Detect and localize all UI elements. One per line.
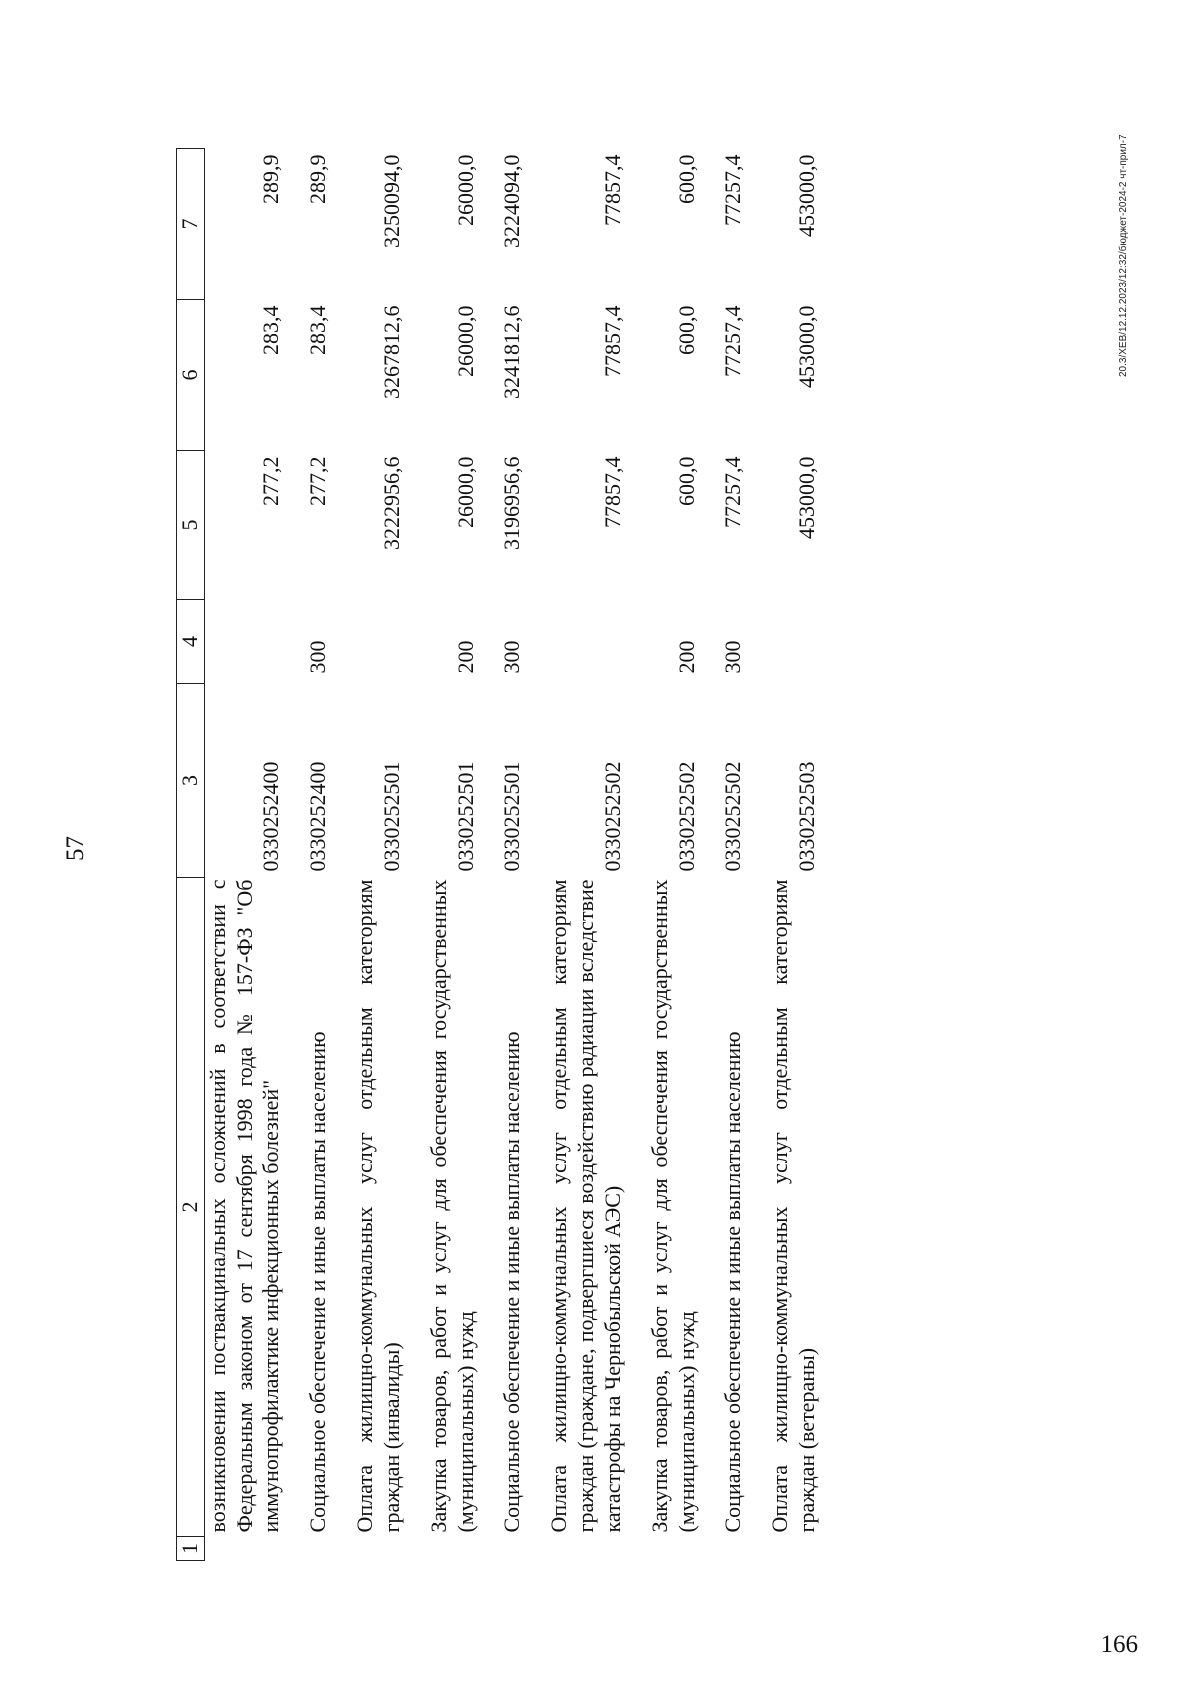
row-code: 0330252501 bbox=[452, 761, 478, 872]
cell-empty bbox=[546, 1537, 626, 1561]
cell-empty bbox=[426, 1537, 480, 1561]
cell-empty bbox=[647, 1537, 701, 1561]
table-row bbox=[647, 149, 701, 1561]
row-value-5: 77857,4 bbox=[599, 456, 625, 528]
budget-table bbox=[176, 148, 821, 1561]
header-col-1: 1 bbox=[177, 1537, 205, 1561]
row-code: 0330252502 bbox=[673, 761, 699, 872]
row-description: Оплата жилищно-коммунальных услуг отдельным категориям граждан (инвалиды) bbox=[352, 879, 404, 1533]
cell-empty bbox=[767, 1537, 821, 1561]
row-value-5: 453000,0 bbox=[794, 456, 820, 539]
row-value-6: 283,4 bbox=[305, 305, 331, 355]
row-value-5: 3196956,6 bbox=[499, 456, 525, 550]
row-value-5: 26000,0 bbox=[452, 456, 478, 528]
row-description: Оплата жилищно-коммунальных услуг отдельным категориям граждан (ветераны) bbox=[767, 879, 820, 1533]
cell-empty bbox=[499, 1537, 526, 1561]
row-code: 0330252502 bbox=[599, 761, 625, 872]
table-row bbox=[204, 149, 285, 1561]
row-value-7: 26000,0 bbox=[452, 154, 478, 226]
row-kvr: 300 bbox=[720, 640, 746, 674]
row-value-7: 77257,4 bbox=[720, 154, 746, 226]
table-row bbox=[720, 149, 747, 1561]
row-value-6: 77257,4 bbox=[720, 305, 746, 377]
header-col-6: 6 bbox=[177, 300, 205, 451]
row-code: 0330252400 bbox=[258, 761, 284, 872]
row-value-6: 453000,0 bbox=[794, 305, 820, 388]
row-code: 0330252400 bbox=[305, 761, 331, 872]
cell-empty bbox=[204, 1537, 285, 1561]
row-value-6: 3267812,6 bbox=[378, 305, 404, 399]
cell-empty bbox=[352, 1537, 406, 1561]
table-row bbox=[546, 149, 626, 1561]
header-row bbox=[177, 149, 205, 1561]
row-kvr bbox=[546, 600, 626, 684]
row-value-7: 3224094,0 bbox=[499, 154, 525, 248]
row-value-7: 289,9 bbox=[258, 154, 284, 204]
table-row bbox=[305, 149, 332, 1561]
row-code: 0330252502 bbox=[720, 761, 746, 872]
document-footer-code: 20.3/XEB/12.12.2023/12:32/бюджет-2024-2 чт-прил-7 bbox=[1118, 134, 1129, 377]
row-code: 0330252501 bbox=[378, 761, 404, 872]
row-description: Социальное обеспечение и иные выплаты населению bbox=[305, 1031, 331, 1533]
row-value-7: 77857,4 bbox=[599, 154, 625, 226]
row-value-6: 26000,0 bbox=[452, 305, 478, 377]
table-row bbox=[426, 149, 480, 1561]
row-value-5: 77257,4 bbox=[720, 456, 746, 528]
table-body bbox=[204, 149, 821, 1561]
cell-empty bbox=[720, 1537, 747, 1561]
row-value-6: 3241812,6 bbox=[499, 305, 525, 399]
row-value-5: 3222956,6 bbox=[378, 456, 404, 550]
row-kvr: 200 bbox=[452, 640, 478, 674]
row-value-7: 3250094,0 bbox=[378, 154, 404, 248]
row-description: возникновении поствакцинальных осложнений в соответствии с Федеральным законом от 17 сентября 1998 года № 157-ФЗ "Об иммунопрофилактике инфекционных болезней" bbox=[204, 879, 284, 1533]
header-col-2: 2 bbox=[177, 878, 205, 1537]
row-kvr bbox=[767, 600, 821, 684]
header-col-7: 7 bbox=[177, 149, 205, 300]
row-value-5: 277,2 bbox=[305, 456, 331, 506]
row-value-6: 77857,4 bbox=[599, 305, 625, 377]
table-row bbox=[767, 149, 821, 1561]
table-row bbox=[499, 149, 526, 1561]
row-description: Закупка товаров, работ и услуг для обеспечения государственных (муниципальных) нужд bbox=[425, 879, 478, 1533]
header-col-4: 4 bbox=[177, 600, 205, 684]
row-value-5: 277,2 bbox=[258, 456, 284, 506]
row-kvr: 200 bbox=[673, 640, 699, 674]
page-number-top: 57 bbox=[62, 836, 89, 861]
row-value-6: 600,0 bbox=[673, 305, 699, 355]
row-kvr bbox=[204, 600, 285, 684]
row-value-7: 453000,0 bbox=[794, 154, 820, 237]
header-col-3: 3 bbox=[177, 684, 205, 878]
row-value-6: 283,4 bbox=[258, 305, 284, 355]
cell-empty bbox=[305, 1537, 332, 1561]
table-row bbox=[352, 149, 406, 1561]
row-kvr: 300 bbox=[499, 640, 525, 674]
row-value-5: 600,0 bbox=[673, 456, 699, 506]
row-value-7: 289,9 bbox=[305, 154, 331, 204]
row-description: Закупка товаров, работ и услуг для обеспечения государственных (муниципальных) нужд bbox=[646, 879, 699, 1533]
row-code: 0330252501 bbox=[499, 761, 525, 872]
row-kvr: 300 bbox=[305, 640, 331, 674]
header-col-5: 5 bbox=[177, 451, 205, 600]
row-kvr bbox=[352, 600, 406, 684]
row-code: 0330252503 bbox=[794, 761, 820, 872]
row-description: Социальное обеспечение и иные выплаты населению bbox=[499, 1031, 525, 1533]
row-description: Оплата жилищно-коммунальных услуг отдельным категориям граждан (граждане, подвергшиеся воздействию радиации вследствие катастрофы на Чернобыльской АЭС) bbox=[546, 879, 625, 1533]
sheet-number: 166 bbox=[1100, 1631, 1138, 1658]
row-value-7: 600,0 bbox=[673, 154, 699, 204]
table-header bbox=[177, 149, 205, 1561]
row-description: Социальное обеспечение и иные выплаты населению bbox=[720, 1031, 746, 1533]
